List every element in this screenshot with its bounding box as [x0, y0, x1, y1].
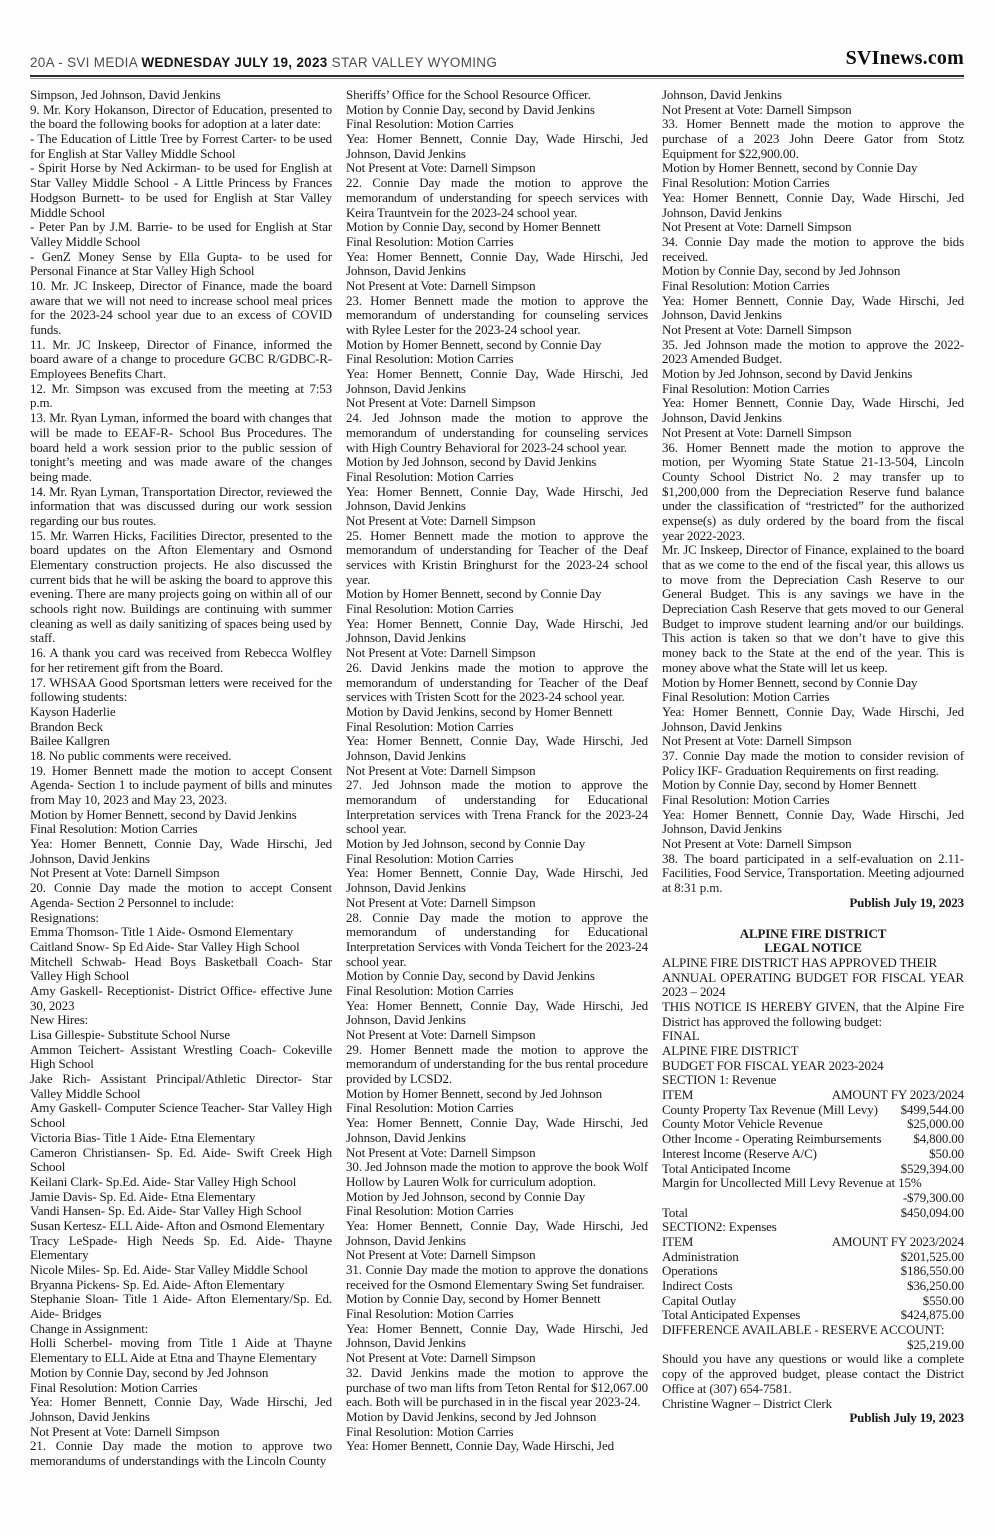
- minutes-paragraph: Margin for Uncollected Mill Levy Revenue at 15%: [662, 1175, 922, 1191]
- minutes-paragraph: BUDGET FOR FISCAL YEAR 2023-2024: [662, 1057, 884, 1073]
- edition-label: 20A - SVI MEDIA: [30, 55, 138, 70]
- minutes-paragraph: 16. A thank you card was received from Rebecca Wolfley for her retirement gift from the Board.: [30, 645, 332, 675]
- minutes-paragraph: Motion by Homer Bennett, second by David Jenkins: [30, 806, 297, 822]
- budget-row: [662, 1264, 964, 1279]
- minutes-paragraph: 31. Connie Day made the motion to approve the donations received for the Osmond Elementary Swing Set fundraiser.: [346, 1262, 648, 1292]
- minutes-paragraph: - Spirit Horse by Ned Ackirman- to be used for English at Star Valley Middle School - A Little Princess by Frances Hodgson Burnett- to be used for English at Star Valley Middle School: [30, 160, 332, 220]
- minutes-paragraph: Mitchell Schwab- Head Boys Basketball Coach- Star Valley High School: [30, 953, 332, 984]
- minutes-paragraph: Motion by Connie Day, second by David Jenkins: [346, 968, 595, 984]
- minutes-paragraph: Final Resolution: Motion Carries: [30, 1379, 198, 1395]
- minutes-paragraph: 19. Homer Bennett made the motion to accept Consent Agenda- Section 1 to include payment of bills and minutes from May 10, 2023 and May 23, 2023.: [30, 762, 332, 807]
- minutes-paragraph: Emma Thomson- Title 1 Aide- Osmond Elementary: [30, 924, 294, 940]
- minutes-paragraph: Yea: Homer Bennett, Connie Day, Wade Hirschi, Jed Johnson, David Jenkins: [346, 1320, 648, 1351]
- minutes-paragraph: 22. Connie Day made the motion to approve the memorandum of understanding for speech services with Keira Trauntvein for the 2023-24 school year.: [346, 175, 648, 220]
- minutes-paragraph: SECTION 1: Revenue: [662, 1072, 777, 1088]
- minutes-paragraph: Not Present at Vote: Darnell Simpson: [662, 219, 852, 235]
- minutes-paragraph: Should you have any questions or would like a complete copy of the approved budget, please contact the District Office at (307) 654-7581.: [662, 1351, 964, 1396]
- minutes-paragraph: Yea: Homer Bennett, Connie Day, Wade Hirschi, Jed Johnson, David Jenkins: [662, 189, 964, 220]
- minutes-paragraph: Mr. JC Inskeep, Director of Finance, explained to the board that as we come to the end of the fiscal year, this allows us to move from the Depreciation Cash Reserve to our General Budget. This is any savings we have in the Depreciation Cash Reserve that gets moved to our General Budget to improve student learning and/or our buildings. This action is taken so that we don’t have to give this money back to the State at the end of the year. This is money above what the State will let us keep.: [662, 542, 964, 675]
- budget-row: [662, 1308, 964, 1323]
- minutes-paragraph: Not Present at Vote: Darnell Simpson: [30, 1423, 220, 1439]
- budget-row-value: $424,875.00: [900, 1307, 964, 1323]
- minutes-paragraph: Final Resolution: Motion Carries: [346, 468, 514, 484]
- minutes-paragraph: ALPINE FIRE DISTRICT: [662, 1043, 799, 1058]
- minutes-paragraph: Motion by Homer Bennett, second by Connie Day: [662, 160, 918, 176]
- budget-row-label: Interest Income (Reserve A/C): [662, 1145, 817, 1161]
- minutes-paragraph: Yea: Homer Bennett, Connie Day, Wade Hirschi, Jed Johnson, David Jenkins: [662, 703, 964, 734]
- minutes-paragraph: Yea: Homer Bennett, Connie Day, Wade Hirschi, Jed Johnson, David Jenkins: [346, 733, 648, 763]
- article-columns: [0, 79, 994, 1469]
- minutes-paragraph: Motion by Connie Day, second by Homer Bennett: [346, 1291, 601, 1307]
- publication-date: WEDNESDAY JULY 19, 2023: [141, 55, 328, 70]
- minutes-paragraph: ALPINE FIRE DISTRICT HAS APPROVED THEIR: [662, 954, 938, 970]
- budget-row-value: $50.00: [929, 1145, 964, 1161]
- minutes-paragraph: Final Resolution: Motion Carries: [662, 792, 830, 807]
- masthead-logo: SVInews.com: [845, 47, 964, 69]
- minutes-paragraph: Yea: Homer Bennett, Connie Day, Wade Hirschi, Jed Johnson, David Jenkins: [346, 248, 648, 279]
- minutes-paragraph: 25. Homer Bennett made the motion to approve the memorandum of understanding for Teacher of the Deaf services with Kristin Bringhurst for the 2023-24 school year.: [346, 527, 648, 587]
- minutes-paragraph: 30. Jed Johnson made the motion to approve the book Wolf Hollow by Lauren Wolk for curriculum adoption.: [346, 1159, 648, 1189]
- minutes-paragraph: 32. David Jenkins made the motion to approve the purchase of two man lifts from Teton Rental for $12,067.00 each. Both will be purchased in in the fiscal year 2023-24.: [346, 1364, 648, 1410]
- notice-heading: ALPINE FIRE DISTRICT: [739, 925, 887, 941]
- minutes-paragraph: 20. Connie Day made the motion to accept Consent Agenda- Section 2 Personnel to include:: [30, 880, 332, 910]
- minutes-paragraph: 18. No public comments were received.: [30, 747, 232, 763]
- minutes-paragraph: Amy Gaskell- Receptionist- District Office- effective June 30, 2023: [30, 982, 332, 1013]
- minutes-paragraph: Motion by Homer Bennett, second by Connie Day: [346, 586, 602, 602]
- minutes-paragraph: Motion by Homer Bennett, second by Connie Day: [662, 674, 918, 690]
- minutes-paragraph: Motion by Connie Day, second by Homer Bennett: [662, 777, 917, 793]
- minutes-paragraph: Not Present at Vote: Darnell Simpson: [346, 512, 536, 528]
- budget-row-label: Operations: [662, 1263, 718, 1279]
- minutes-paragraph: 29. Homer Bennett made the motion to approve the memorandum of understanding for the bus rental procedure provided by LCSD2.: [346, 1041, 648, 1087]
- minutes-paragraph: Not Present at Vote: Darnell Simpson: [662, 322, 852, 337]
- budget-row: [662, 1206, 964, 1221]
- minutes-paragraph: Motion by David Jenkins, second by Homer Bennett: [346, 703, 613, 719]
- minutes-paragraph: Yea: Homer Bennett, Connie Day, Wade Hirschi, Jed Johnson, David Jenkins: [346, 615, 648, 646]
- column-3: [662, 88, 964, 1469]
- budget-row-value: $186,550.00: [900, 1263, 964, 1279]
- minutes-paragraph: 11. Mr. JC Inskeep, Director of Finance, informed the board aware of a change to procedure GCBC R/GDBC-R- Employees Benefits Chart.: [30, 336, 332, 382]
- minutes-paragraph: Yea: Homer Bennett, Connie Day, Wade Hirschi, Jed Johnson, David Jenkins: [346, 865, 648, 896]
- minutes-paragraph: Yea: Homer Bennett, Connie Day, Wade Hirschi, Jed Johnson, David Jenkins: [346, 1217, 648, 1248]
- minutes-paragraph: Final Resolution: Motion Carries: [346, 1423, 514, 1439]
- minutes-paragraph: 24. Jed Johnson made the motion to approve the memorandum of understanding for counseling services with High Country Behavioral for 2023-24 school year.: [346, 410, 648, 455]
- budget-row: [662, 1162, 964, 1177]
- minutes-paragraph: Tracy LeSpade- High Needs Sp. Ed. Aide- Thayne Elementary: [30, 1232, 332, 1263]
- publish-date: Publish July 19, 2023: [849, 1410, 964, 1426]
- minutes-paragraph: Final Resolution: Motion Carries: [346, 718, 514, 734]
- minutes-paragraph: Final Resolution: Motion Carries: [662, 689, 830, 705]
- minutes-paragraph: 38. The board participated in a self-evaluation on 2.11- Facilities, Food Service, Transportation. Meeting adjourned at 8:31 p.m.: [662, 850, 964, 896]
- budget-row-label: Capital Outlay: [662, 1292, 737, 1308]
- minutes-paragraph: Not Present at Vote: Darnell Simpson: [346, 894, 536, 910]
- minutes-paragraph: Simpson, Jed Johnson, David Jenkins: [30, 87, 221, 102]
- page-header: [30, 47, 964, 70]
- budget-row-value: $529,394.00: [900, 1160, 964, 1176]
- minutes-paragraph: 36. Homer Bennett made the motion to approve the motion, per Wyoming State Statue 21-13-504, Lincoln County School District No. 2 may transfer up to $1,200,000 from the Depreciation Reserve fund balance under the classification of “restricted” for the authorized expense(s) as duly ordered by the board from the fiscal year 2022-2023.: [662, 439, 964, 543]
- minutes-paragraph: Motion by Connie Day, second by Jed Johnson: [662, 263, 901, 279]
- minutes-paragraph: Not Present at Vote: Darnell Simpson: [30, 865, 220, 881]
- minutes-paragraph: 9. Mr. Kory Hokanson, Director of Education, presented to the board the following books for adoption at a later date:: [30, 101, 332, 132]
- minutes-paragraph: Bailee Kallgren: [30, 733, 110, 749]
- minutes-paragraph: - GenZ Money Sense by Ella Gupta- to be used for Personal Finance at Star Valley High School: [30, 248, 332, 279]
- minutes-paragraph: Yea: Homer Bennett, Connie Day, Wade Hirschi, Jed Johnson, David Jenkins: [346, 366, 648, 396]
- minutes-paragraph: Amy Gaskell- Computer Science Teacher- Star Valley High School: [30, 1100, 332, 1131]
- minutes-paragraph: Not Present at Vote: Darnell Simpson: [346, 1350, 536, 1366]
- minutes-paragraph: Christine Wagner – District Clerk: [662, 1395, 832, 1411]
- minutes-paragraph: Not Present at Vote: Darnell Simpson: [346, 160, 536, 176]
- minutes-paragraph: THIS NOTICE IS HEREBY GIVEN, that the Alpine Fire District has approved the following budget:: [662, 998, 964, 1029]
- minutes-paragraph: 17. WHSAA Good Sportsman letters were received for the following students:: [30, 674, 332, 705]
- minutes-paragraph: Resignations:: [30, 909, 99, 925]
- minutes-paragraph: 14. Mr. Ryan Lyman, Transportation Director, reviewed the information that was discussed during our work session regarding our bus routes.: [30, 483, 332, 528]
- minutes-paragraph: Final Resolution: Motion Carries: [346, 601, 514, 617]
- minutes-paragraph: Motion by Jed Johnson, second by Connie Day: [346, 1188, 586, 1204]
- budget-row: [662, 1147, 964, 1162]
- minutes-paragraph: Final Resolution: Motion Carries: [30, 821, 198, 837]
- budget-row-label: ITEM: [662, 1233, 694, 1249]
- minutes-paragraph: Not Present at Vote: Darnell Simpson: [346, 1247, 536, 1263]
- minutes-paragraph: Yea: Homer Bennett, Connie Day, Wade Hirschi, Jed Johnson, David Jenkins: [346, 997, 648, 1028]
- minutes-paragraph: Yea: Homer Bennett, Connie Day, Wade Hirschi, Jed Johnson, David Jenkins: [346, 131, 648, 161]
- minutes-paragraph: Lisa Gillespie- Substitute School Nurse: [30, 1027, 230, 1042]
- minutes-paragraph: Caitland Snow- Sp Ed Aide- Star Valley High School: [30, 938, 300, 954]
- minutes-paragraph: Victoria Bias- Title 1 Aide- Etna Elementary: [30, 1129, 256, 1145]
- minutes-paragraph: Final Resolution: Motion Carries: [346, 233, 514, 249]
- minutes-paragraph: FINAL: [662, 1028, 700, 1044]
- budget-row-label: ITEM: [662, 1087, 694, 1103]
- minutes-paragraph: 35. Jed Johnson made the motion to approve the 2022-2023 Amended Budget.: [662, 336, 964, 367]
- minutes-paragraph: Final Resolution: Motion Carries: [346, 351, 514, 367]
- budget-row-value: $450,094.00: [900, 1204, 964, 1220]
- budget-row: [662, 1132, 964, 1147]
- minutes-paragraph: Yea: Homer Bennett, Connie Day, Wade Hirschi, Jed Johnson, David Jenkins: [662, 292, 964, 323]
- minutes-paragraph: 21. Connie Day made the motion to approve two memorandums of understandings with the Lincoln County: [30, 1438, 332, 1468]
- minutes-paragraph: Yea: Homer Bennett, Connie Day, Wade Hirschi, Jed Johnson, David Jenkins: [346, 1115, 648, 1145]
- minutes-paragraph: Yea: Homer Bennett, Connie Day, Wade Hirschi, Jed Johnson, David Jenkins: [346, 483, 648, 514]
- minutes-paragraph: SECTION2: Expenses: [662, 1219, 777, 1235]
- minutes-paragraph: 13. Mr. Ryan Lyman, informed the board with changes that will be made to EEAF-R- School Bus Procedures. The board held a work session prior to the public session of tonight’s meeting and was made aware of the changes being made.: [30, 410, 332, 484]
- budget-row-value: $36,250.00: [906, 1278, 964, 1293]
- budget-row-label: Indirect Costs: [662, 1278, 733, 1293]
- minutes-paragraph: 23. Homer Bennett made the motion to approve the memorandum of understanding for counseling services with Rylee Lester for the 2023-24 school year.: [346, 292, 648, 337]
- minutes-paragraph: Final Resolution: Motion Carries: [662, 380, 830, 396]
- budget-row-label: Total: [662, 1204, 688, 1220]
- minutes-paragraph: Ammon Teichert- Assistant Wrestling Coach- Cokeville High School: [30, 1041, 332, 1072]
- minutes-paragraph: Final Resolution: Motion Carries: [346, 850, 514, 866]
- budget-row-value: $499,544.00: [900, 1101, 964, 1117]
- budget-row-label: Total Anticipated Income: [662, 1160, 791, 1176]
- minutes-paragraph: Keilani Clark- Sp.Ed. Aide- Star Valley High School: [30, 1173, 297, 1189]
- minutes-paragraph: Vandi Hansen- Sp. Ed. Aide- Star Valley High School: [30, 1203, 302, 1219]
- minutes-paragraph: Not Present at Vote: Darnell Simpson: [346, 1027, 536, 1042]
- minutes-paragraph: Motion by Connie Day, second by David Jenkins: [346, 101, 595, 117]
- minutes-paragraph: Brandon Beck: [30, 718, 103, 734]
- minutes-paragraph: Yea: Homer Bennett, Connie Day, Wade Hirschi, Jed Johnson, David Jenkins: [662, 806, 964, 837]
- minutes-paragraph: Not Present at Vote: Darnell Simpson: [346, 395, 536, 411]
- budget-row-value: $201,525.00: [900, 1248, 964, 1264]
- publish-date: Publish July 19, 2023: [849, 894, 964, 910]
- minutes-paragraph: Motion by Homer Bennett, second by Jed Johnson: [346, 1085, 602, 1101]
- minutes-paragraph: Not Present at Vote: Darnell Simpson: [346, 762, 536, 778]
- minutes-paragraph: Yea: Homer Bennett, Connie Day, Wade Hirschi, Jed Johnson, David Jenkins: [30, 836, 332, 866]
- minutes-paragraph: Not Present at Vote: Darnell Simpson: [662, 424, 852, 440]
- minutes-paragraph: Final Resolution: Motion Carries: [346, 1203, 514, 1219]
- minutes-paragraph: 12. Mr. Simpson was excused from the meeting at 7:53 p.m.: [30, 380, 332, 411]
- minutes-paragraph: Jake Rich- Assistant Principal/Athletic Director- Star Valley Middle School: [30, 1071, 332, 1101]
- minutes-paragraph: Susan Kertesz- ELL Aide- Afton and Osmond Elementary: [30, 1217, 325, 1233]
- column-1: [30, 88, 332, 1469]
- minutes-paragraph: Final Resolution: Motion Carries: [346, 982, 514, 998]
- minutes-paragraph: Not Present at Vote: Darnell Simpson: [346, 645, 536, 661]
- minutes-paragraph: Yea: Homer Bennett, Connie Day, Wade Hirschi, Jed Johnson, David Jenkins: [30, 1394, 332, 1424]
- budget-amount: -$79,300.00: [902, 1189, 964, 1205]
- minutes-paragraph: Motion by Jed Johnson, second by David Jenkins: [346, 454, 597, 470]
- minutes-paragraph: Not Present at Vote: Darnell Simpson: [662, 836, 852, 852]
- minutes-paragraph: Final Resolution: Motion Carries: [662, 175, 830, 191]
- minutes-paragraph: Not Present at Vote: Darnell Simpson: [346, 277, 536, 293]
- budget-row: [662, 1088, 964, 1103]
- minutes-paragraph: Cameron Christiansen- Sp. Ed. Aide- Swift Creek High School: [30, 1144, 332, 1175]
- budget-row-value: AMOUNT FY 2023/2024: [831, 1087, 964, 1103]
- minutes-paragraph: Not Present at Vote: Darnell Simpson: [346, 1144, 536, 1160]
- budget-row-label: Total Anticipated Expenses: [662, 1307, 801, 1323]
- minutes-paragraph: - The Education of Little Tree by Forrest Carter- to be used for English at Star Valley Middle School: [30, 131, 332, 161]
- budget-row: [662, 1279, 964, 1294]
- minutes-paragraph: Final Resolution: Motion Carries: [346, 1100, 514, 1116]
- column-2: [346, 88, 648, 1469]
- minutes-paragraph: Final Resolution: Motion Carries: [662, 277, 830, 293]
- minutes-paragraph: Bryanna Pickens- Sp. Ed. Aide- Afton Elementary: [30, 1276, 285, 1292]
- budget-row-label: County Property Tax Revenue (Mill Levy): [662, 1101, 878, 1117]
- budget-row: [662, 1294, 964, 1309]
- budget-row-label: Other Income - Operating Reimbursements: [662, 1131, 882, 1147]
- minutes-paragraph: Motion by Jed Johnson, second by Connie Day: [346, 836, 586, 852]
- budget-row-value: $550.00: [922, 1292, 964, 1308]
- minutes-paragraph: Motion by Connie Day, second by Jed Johnson: [30, 1364, 269, 1380]
- budget-row-value: $25,000.00: [906, 1116, 964, 1132]
- minutes-paragraph: Motion by Homer Bennett, second by Connie Day: [346, 336, 602, 352]
- minutes-paragraph: DIFFERENCE AVAILABLE - RESERVE ACCOUNT:: [662, 1322, 945, 1338]
- minutes-paragraph: 33. Homer Bennett made the motion to approve the purchase of a 2023 John Deere Gator from Stotz Equipment for $22,900.00.: [662, 116, 964, 161]
- budget-row: [662, 1235, 964, 1250]
- minutes-paragraph: Not Present at Vote: Darnell Simpson: [662, 733, 852, 749]
- notice-heading: LEGAL NOTICE: [764, 940, 862, 956]
- minutes-paragraph: Holli Scherbel- moving from Title 1 Aide at Thayne Elementary to ELL Aide at Etna and Thayne Elementary: [30, 1335, 332, 1366]
- minutes-paragraph: 27. Jed Johnson made the motion to approve the memorandum of understanding for Educational Interpretation services with Trena Franck for the 2023-24 school year.: [346, 777, 648, 837]
- budget-row-label: County Motor Vehicle Revenue: [662, 1116, 823, 1132]
- budget-row-value: $4,800.00: [913, 1131, 964, 1147]
- minutes-paragraph: Sheriffs’ Office for the School Resource Officer.: [346, 87, 591, 102]
- minutes-paragraph: 34. Connie Day made the motion to approve the bids received.: [662, 233, 964, 264]
- region-label: STAR VALLEY WYOMING: [331, 55, 498, 70]
- budget-row: [662, 1250, 964, 1265]
- header-left: [30, 55, 497, 70]
- minutes-paragraph: ANNUAL OPERATING BUDGET FOR FISCAL YEAR 2023 – 2024: [662, 969, 964, 1000]
- minutes-paragraph: Yea: Homer Bennett, Connie Day, Wade Hirschi, Jed Johnson, David Jenkins: [662, 395, 964, 426]
- minutes-paragraph: 28. Connie Day made the motion to approve the memorandum of understanding for Educational Interpretation Services with Vonda Teichert for the 2023-24 school year.: [346, 909, 648, 969]
- budget-row: [662, 1103, 964, 1118]
- minutes-paragraph: 37. Connie Day made the motion to consider revision of Policy IKF- Graduation Requirements on first reading.: [662, 747, 964, 778]
- budget-row-value: AMOUNT FY 2023/2024: [831, 1233, 964, 1249]
- minutes-paragraph: 10. Mr. JC Inskeep, Director of Finance, made the board aware that we will not need to increase school meal prices for the 2023-24 school year due to an excess of COVID funds.: [30, 277, 332, 337]
- minutes-paragraph: Not Present at Vote: Darnell Simpson: [662, 101, 852, 117]
- minutes-paragraph: Motion by David Jenkins, second by Jed Johnson: [346, 1408, 597, 1424]
- minutes-paragraph: Nicole Miles- Sp. Ed. Aide- Star Valley Middle School: [30, 1262, 308, 1277]
- minutes-paragraph: Final Resolution: Motion Carries: [346, 116, 514, 132]
- minutes-paragraph: Yea: Homer Bennett, Connie Day, Wade Hirschi, Jed: [346, 1438, 614, 1454]
- minutes-paragraph: Kayson Haderlie: [30, 703, 116, 719]
- minutes-paragraph: Johnson, David Jenkins: [662, 87, 782, 102]
- minutes-paragraph: Jamie Davis- Sp. Ed. Aide- Etna Elementary: [30, 1188, 256, 1204]
- minutes-paragraph: Stephanie Sloan- Title 1 Aide- Afton Elementary/Sp. Ed. Aide- Bridges: [30, 1291, 332, 1322]
- minutes-paragraph: 15. Mr. Warren Hicks, Facilities Director, presented to the board updates on the Afton Elementary and Osmond Elementary construction projects. He also discussed the current bids that he will be asking the board to approve this evening. There are many projects going on within all of our schools right now. Buildings are continuing with summer cleaning as well as daily sanitizing of spaces being used by staff.: [30, 527, 332, 646]
- minutes-paragraph: 26. David Jenkins made the motion to approve the memorandum of understanding for Teacher of the Deaf services with Tristen Scott for the 2023-24 school year.: [346, 659, 648, 705]
- budget-row-label: Administration: [662, 1248, 739, 1264]
- budget-row: [662, 1117, 964, 1132]
- minutes-paragraph: Final Resolution: Motion Carries: [346, 1306, 514, 1322]
- minutes-paragraph: Motion by Connie Day, second by Homer Bennett: [346, 219, 601, 235]
- minutes-paragraph: Motion by Jed Johnson, second by David Jenkins: [662, 366, 913, 382]
- minutes-paragraph: - Peter Pan by J.M. Barrie- to be used for English at Star Valley Middle School: [30, 219, 332, 249]
- minutes-paragraph: New Hires:: [30, 1012, 89, 1028]
- minutes-paragraph: Change in Assignment:: [30, 1320, 149, 1336]
- budget-amount: $25,219.00: [906, 1336, 964, 1352]
